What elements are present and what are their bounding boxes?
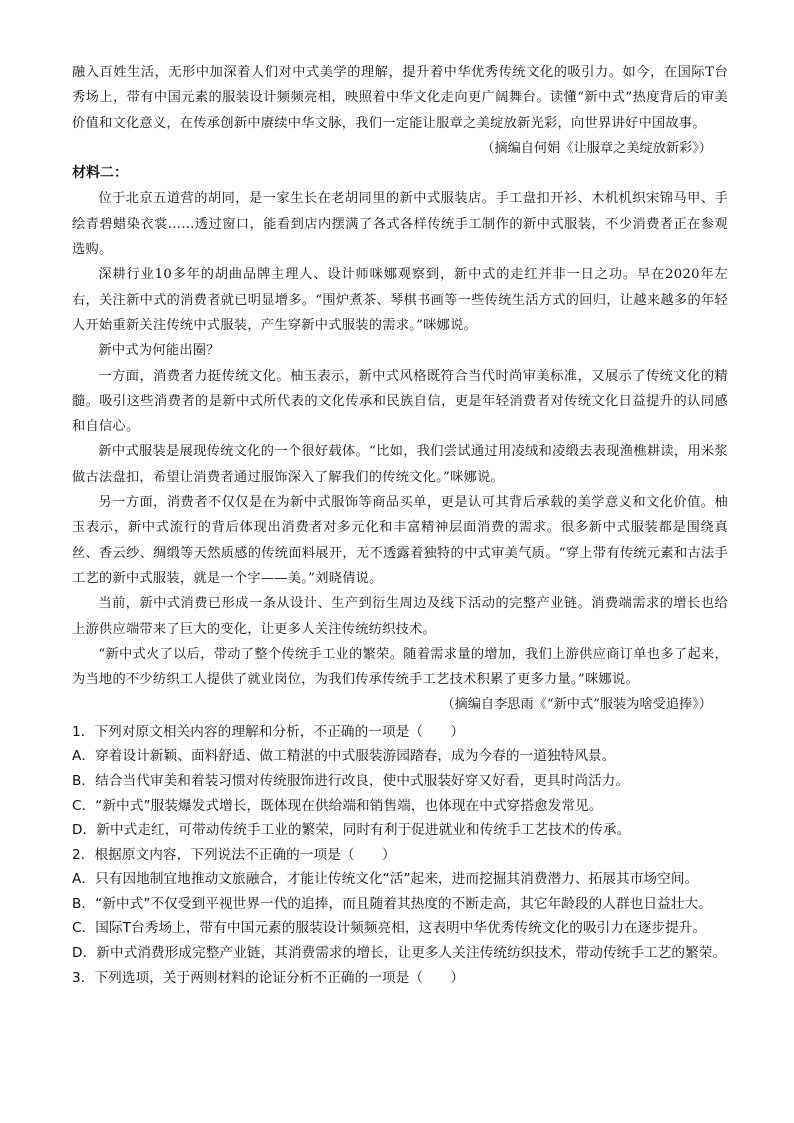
material1-paragraph: 融入百姓生活，无形中加深着人们对中式美学的理解，提升着中华优秀传统文化的吸引力。如今，在国际T台秀场上，带有中国元素的服装设计频频亮相，映照着中华文化走向更广阔舞台。读懂“新中式”热度背后的审美价值和文化意义，在传承创新中赓续中华文脉，我们一定能让服章之美绽放新光彩，向世界讲好中国故事。: [72, 65, 728, 131]
material1-source: （摘编自何娟《让服章之美绽放新彩》）: [481, 140, 712, 156]
material2-paragraph-6: 另一方面，消费者不仅仅是在为新中式服饰等商品买单，更是认可其背后承载的美学意义和文化价值。柚玉表示，新中式流行的背后体现出消费者对多元化和丰富精神层面消费的需求。很多新中式服装都是围绕真丝、香云纱、绸缎等天然质感的传统面料展开，无不透露着独特的中式审美气质。“穿上带有传统元素和古法手工艺的新中式服装，就是一个字——美。”刘晓倩说。: [72, 495, 728, 586]
question-1-option-d: D．新中式走红，可带动传统手工业的繁荣，同时有利于促进就业和传统手工艺技术的传承。: [72, 822, 631, 839]
material2-paragraph-8: “新中式火了以后，带动了整个传统手工业的繁荣。随着需求量的增加，我们上游供应商订单也多了起来，为当地的不少纺织工人提供了就业岗位，为我们传承传统手工艺技术积累了更多力量。”咪娜说。: [72, 646, 728, 688]
question-1-option-a: A．穿着设计新颖、面料舒适、做工精湛的中式服装游园踏春，成为今春的一道独特风景。: [72, 748, 616, 765]
question-2-option-c: C．国际T台秀场上，带有中国元素的服装设计频频亮相，这表明中华优秀传统文化的吸引力在逐步提升。: [72, 920, 707, 937]
material2-paragraph-7: 当前，新中式消费已形成一条从设计、生产到衍生周边及线下活动的完整产业链。消费端需求的增长也给上游供应端带来了巨大的变化，让更多人关注传统纺织技术。: [72, 596, 728, 637]
question-1-option-b: B．结合当代审美和着装习惯对传统服饰进行改良，使中式服装好穿又好看，更具时尚活力。: [72, 772, 630, 789]
question-2-option-d: D．新中式消费形成完整产业链，其消费需求的增长，让更多人关注传统纺织技术，带动传统手工艺的繁荣。: [72, 945, 727, 962]
document-page: [72, 60, 728, 990]
material2-paragraph-5: 新中式服装是展现传统文化的一个很好载体。“比如，我们尝试通过用凌绒和凌缎去表现渔樵耕读，用米浆做古法盘扣，希望让消费者通过服饰深入了解我们的传统文化。”咪娜说。: [72, 444, 728, 485]
material2-paragraph-3: 新中式为何能出圈？: [98, 343, 220, 359]
material2-source: （摘编自李思雨《“新中式”服装为啥受追捧》）: [441, 697, 712, 713]
question-3-stem: 3．下列选项，关于两则材料的论证分析不正确的一项是（ ）: [72, 969, 465, 986]
material2-paragraph-4: 一方面，消费者力挺传统文化。柚玉表示，新中式风格既符合当代时尚审美标准，又展示了传统文化的精髓。吸引这些消费者的是新中式所代表的文化传承和民族自信，更是年轻消费者对传统文化日益提升的认同感和自信心。: [72, 368, 728, 435]
material2-paragraph-1: 位于北京五道营的胡同，是一家生长在老胡同里的新中式服装店。手工盘扣开衫、木机机织宋锦马甲、手绘青碧蜡染衣裳……透过窗口，能看到店内摆满了各式各样传统手工制作的新中式服装，不少消费者正在参观选购。: [72, 191, 728, 258]
question-2-option-b: B．“新中式”不仅受到平视世界一代的追捧，而且随着其热度的不断走高，其它年龄段的人群也日益壮大。: [72, 895, 712, 912]
question-2-option-a: A．只有因地制宜地推动文旅融合，才能让传统文化“活”起来，进而挖掘其消费潜力、拓展其市场空间。: [72, 871, 699, 888]
question-2-stem: 2．根据原文内容，下列说法不正确的一项是（ ）: [72, 846, 396, 863]
material2-heading: 材料二：: [72, 165, 128, 182]
material2-paragraph-2: 深耕行业10多年的胡曲品牌主理人、设计师咪娜观察到，新中式的走红并非一日之功。早在2020年左右，关注新中式的消费者就已明显增多。“围炉煮茶、琴棋书画等一些传统生活方式的回归，让越来越多的年轻人开始重新关注传统中式服装，产生穿新中式服装的需求。”咪娜说。: [72, 267, 728, 333]
question-1-stem: 1．下列对原文相关内容的理解和分析，不正确的一项是（ ）: [72, 723, 465, 740]
question-1-option-c: C．“新中式”服装爆发式增长，既体现在供给端和销售端，也体现在中式穿搭愈发常见。: [72, 797, 603, 814]
